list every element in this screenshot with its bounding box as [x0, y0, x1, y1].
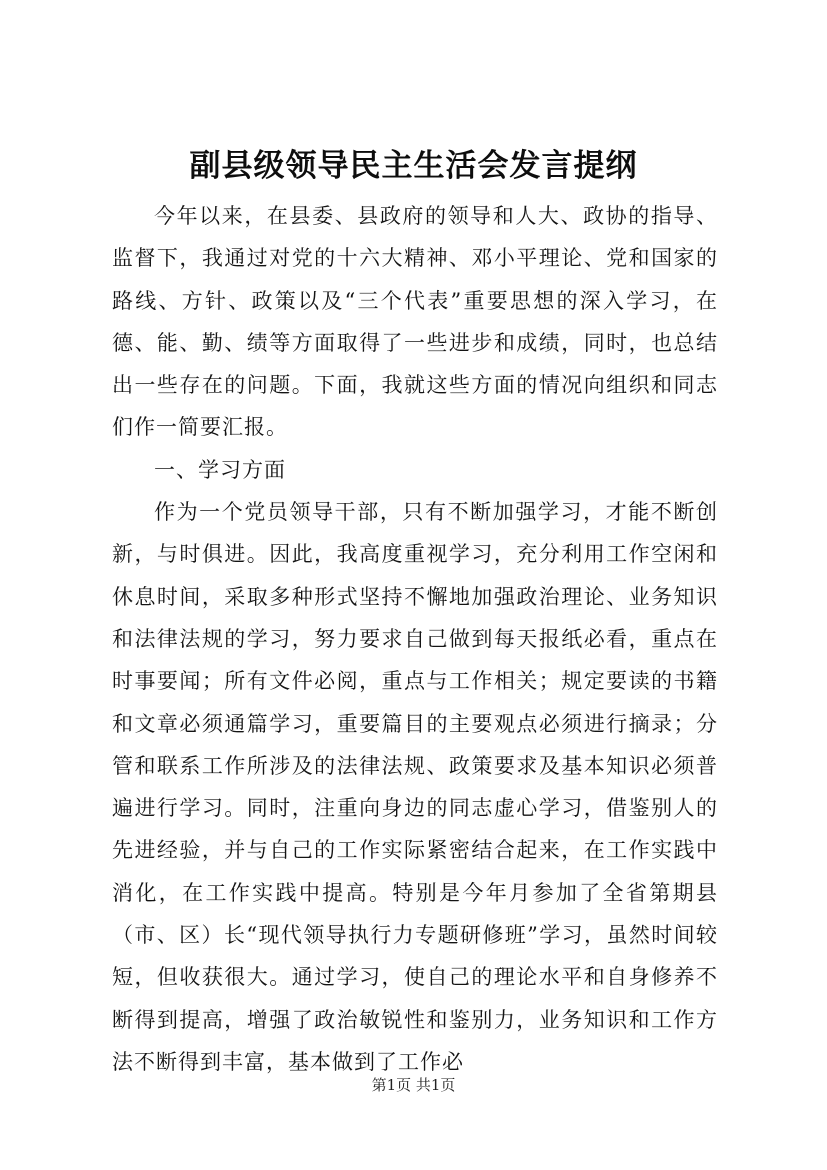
document-body: [112, 195, 718, 1083]
study-paragraph: 作为一个党员领导干部，只有不断加强学习，才能不断创新，与时俱进。因此，我高度重视学习，充分利用工作空闲和休息时间，采取多种形式坚持不懈地加强政治理论、业务知识和法律法规的学习，努力要求自己做到每天报纸必看，重点在时事要闻；所有文件必阅，重点与工作相关；规定要读的书籍和文章必须通篇学习，重要篇目的主要观点必须进行摘录；分管和联系工作所涉及的法律法规、政策要求及基本知识必须普遍进行学习。同时，注重向身边的同志虚心学习，借鉴别人的先进经验，并与自己的工作实际紧密结合起来，在工作实践中消化，在工作实践中提高。特别是今年月参加了全省第期县（市、区）长“现代领导执行力专题研修班”学习，虽然时间较短，但收获很大。通过学习，使自己的理论水平和自身修养不断得到提高，增强了政治敏锐性和鉴别力，业务知识和工作方法不断得到丰富，基本做到了工作必: [112, 500, 718, 1074]
document-title: 副县级领导民主生活会发言提纲: [189, 148, 638, 184]
page-footer: 第1页 共1页: [371, 1076, 456, 1094]
intro-paragraph: 今年以来，在县委、县政府的领导和人大、政协的指导、监督下，我通过对党的十六大精神、邓小平理论、党和国家的路线、方针、政策以及“三个代表”重要思想的深入学习，在德、能、勤、绩等方面取得了一些进步和成绩，同时，也总结出一些存在的问题。下面，我就这些方面的情况向组织和同志们作一简要汇报。: [112, 204, 718, 440]
section-heading-study: 一、学习方面: [154, 457, 286, 482]
